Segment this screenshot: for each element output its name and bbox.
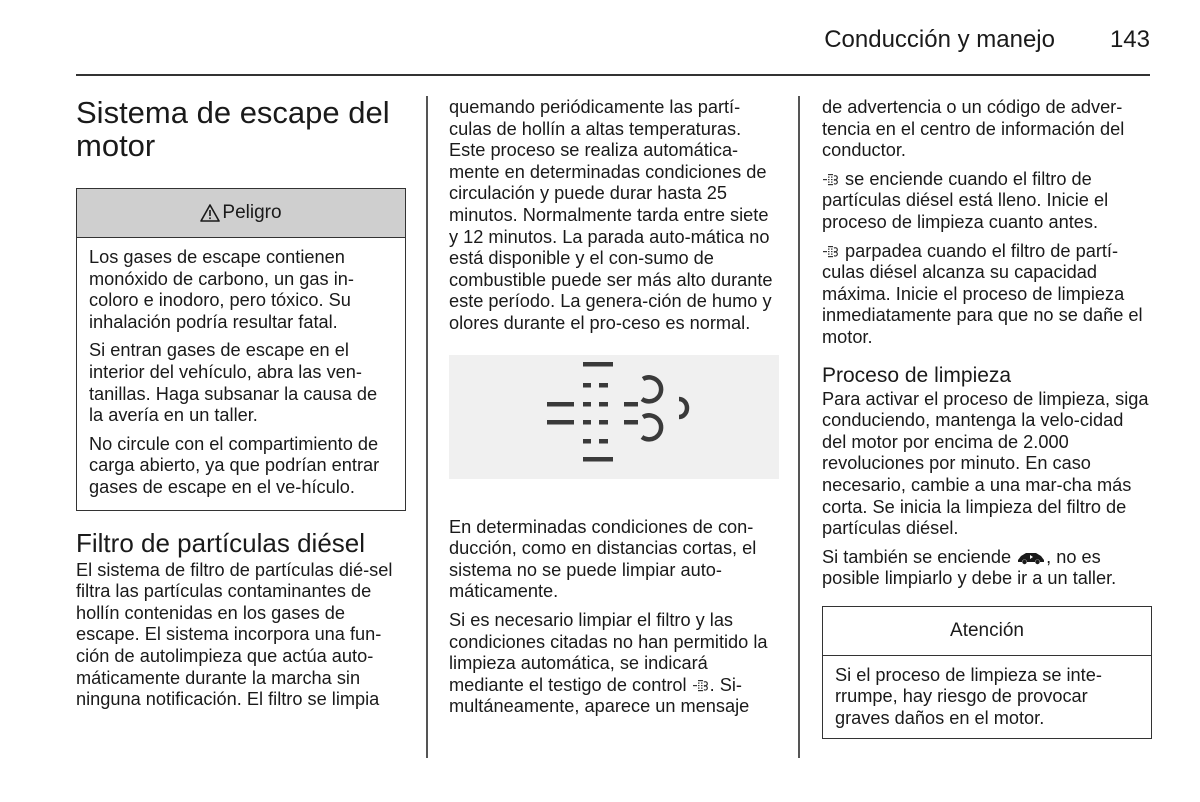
paragraph-text: se enciende cuando el filtro de partículas diésel está lleno. Inicie el proceso de limpieza cuanto antes.	[822, 168, 1109, 232]
body-paragraph: En determinadas condiciones de con-ducción, como en distancias cortas, el sistema no se puede limpiar auto-máticamente.	[449, 516, 757, 602]
dpf-warning-icon	[822, 173, 840, 187]
service-vehicle-icon	[1016, 551, 1046, 565]
column-1	[76, 96, 406, 718]
body-paragraph: Para activar el proceso de limpieza, siga conduciendo, mantenga la velo-cidad del motor por encima de 2.000 revoluciones por minuto. En caso necesario, cambie a una mar-cha más corta. Se inicia la limpieza del filtro de partículas diésel.	[822, 388, 1149, 539]
attention-box-header	[823, 607, 1151, 656]
page-header	[76, 26, 1150, 56]
page-number: 143	[1109, 26, 1150, 53]
section-title: Conducción y manejo	[824, 26, 1055, 53]
body-paragraph: El sistema de filtro de partículas dié-sel filtra las partículas contaminantes de hollín contenidas en los gases de escape. El sistema incorpora una fun-ción de autolimpieza que actúa auto-máticamente durante la marcha sin ninguna notificación. El filtro se limpia	[76, 559, 393, 710]
subsection-heading: Proceso de limpieza	[822, 363, 1012, 387]
body-paragraph	[822, 241, 1152, 349]
column-divider-2	[798, 96, 800, 758]
danger-label: Peligro	[222, 202, 282, 224]
attention-label: Atención	[950, 620, 1024, 642]
paragraph-text: , no es posible limpiarlo y debe ir a un taller.	[822, 546, 1117, 589]
paragraph-text: parpadea cuando el filtro de partí-culas diésel alcanza su capacidad máxima. Inicie el proceso de limpieza inmediatamente para que no se dañe el motor.	[822, 240, 1143, 347]
danger-paragraph: Si entran gases de escape en el interior del vehículo, abra las ven-tanillas. Haga subsanar la causa de la avería en un taller.	[89, 340, 378, 426]
attention-box-body	[823, 656, 1151, 738]
body-paragraph	[822, 547, 1152, 590]
dpf-warning-icon	[822, 245, 840, 259]
header-rule	[76, 74, 1150, 76]
dpf-warning-icon	[692, 679, 710, 693]
subsection-heading: Filtro de partículas diésel	[76, 527, 366, 558]
paragraph-text: Si también se enciende	[822, 546, 1017, 567]
column-divider-1	[426, 96, 428, 758]
warning-triangle-icon	[200, 204, 220, 222]
danger-paragraph: Los gases de escape contienen monóxido de carbono, un gas in-coloro e inodoro, pero tóxico. Su inhalación podría resultar fatal.	[89, 247, 354, 332]
body-paragraph	[822, 169, 1152, 234]
danger-box-body	[77, 238, 405, 510]
body-paragraph: de advertencia o un código de adver-tencia en el centro de información del conductor.	[822, 97, 1125, 161]
danger-box-header	[77, 189, 405, 238]
diesel-particulate-filter-icon	[449, 355, 779, 479]
body-paragraph	[449, 610, 780, 718]
column-3	[822, 97, 1152, 757]
body-paragraph: quemando periódicamente las partí-culas de hollín a altas temperaturas. Este proceso se realiza automática-mente en determinadas condiciones de circulación y puede durar hasta 25 minutos. Normalmente tarda entre siete y 12 minutos. La parada auto-mática no está disponible y el con-sumo de combustible puede ser más alto durante este período. La genera-ción de humo y olores durante el pro-ceso es normal.	[449, 97, 773, 333]
attention-box	[822, 606, 1152, 739]
paragraph-text: Si es necesario limpiar el filtro y las condiciones citadas no han permitido la limpieza automática, se indicará mediante el testigo de control	[449, 609, 768, 695]
danger-paragraph: No circule con el compartimiento de carga abierto, ya que podrían entrar gases de escape en el ve-hículo.	[89, 433, 380, 497]
section-heading: Sistema de escape del motor	[76, 95, 390, 163]
attention-paragraph: Si el proceso de limpieza se inte-rrumpe, hay riesgo de provocar graves daños en el motor.	[835, 664, 1102, 729]
column-2	[449, 97, 780, 725]
danger-box	[76, 188, 406, 511]
paragraph-text: . Si-multáneamente, aparece un mensaje	[449, 674, 750, 717]
